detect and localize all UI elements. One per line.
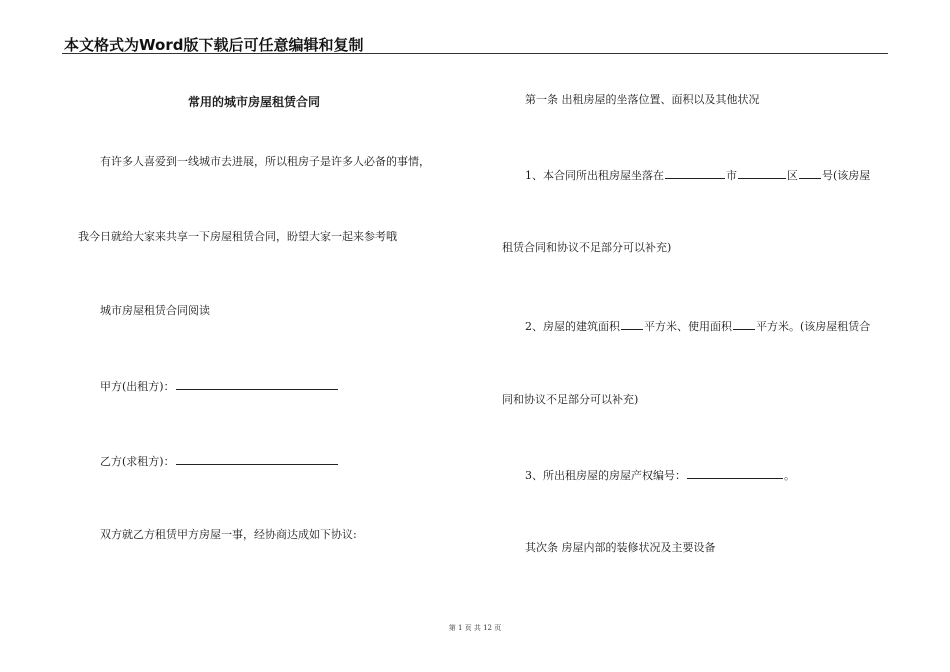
item3-blank	[687, 467, 783, 479]
party-b-blank	[176, 453, 338, 465]
item2-prefix: 2、房屋的建筑面积	[525, 320, 620, 333]
item1-district-blank	[738, 167, 786, 179]
agreement-line: 双方就乙方租赁甲方房屋一事，经协商达成如下协议:	[100, 528, 357, 541]
item1-city-blank	[665, 167, 725, 179]
party-b-label: 乙方(求租方)：	[100, 455, 175, 468]
section-heading: 城市房屋租赁合同阅读	[100, 304, 210, 317]
party-b-line	[100, 453, 339, 469]
item1-suffix: 号(该房屋	[822, 169, 871, 182]
item1-district: 区	[787, 169, 798, 182]
item1-continuation: 租赁合同和协议不足部分可以补充)	[502, 241, 672, 254]
party-a-line	[100, 378, 339, 394]
item2-continuation: 同和协议不足部分可以补充)	[502, 393, 639, 406]
intro-paragraph-line1: 有许多人喜爱到一线城市去进展，所以租房子是许多人必备的事情，	[100, 155, 430, 168]
item1-prefix: 1、本合同所出租房屋坐落在	[525, 169, 664, 182]
party-a-blank	[176, 378, 338, 390]
item2-suffix: 平方米。(该房屋租赁合	[756, 320, 871, 333]
header-divider	[62, 53, 888, 54]
item1-city: 市	[726, 169, 737, 182]
intro-paragraph-line2: 我今日就给大家来共享一下房屋租赁合同，盼望大家一起来参考哦	[78, 230, 397, 243]
document-header: 本文格式为Word版下载后可任意编辑和复制	[64, 36, 364, 54]
item2-mid: 平方米、使用面积	[644, 320, 732, 333]
item3-line	[525, 467, 795, 483]
item2-building-area-blank	[621, 318, 643, 330]
item3-suffix: 。	[784, 469, 795, 482]
item3-prefix: 3、所出租房屋的房屋产权编号：	[525, 469, 686, 482]
party-a-label: 甲方(出租方)：	[100, 380, 175, 393]
item1-line	[525, 167, 870, 183]
article2-heading: 其次条 房屋内部的装修状况及主要设备	[525, 541, 716, 554]
item2-usable-area-blank	[733, 318, 755, 330]
article1-heading: 第一条 出租房屋的坐落位置、面积以及其他状况	[525, 93, 760, 106]
contract-title: 常用的城市房屋租赁合同	[188, 95, 321, 109]
page-footer: 第 1 页 共 12 页	[448, 624, 502, 632]
item2-line	[525, 318, 870, 334]
item1-number-blank	[799, 167, 821, 179]
